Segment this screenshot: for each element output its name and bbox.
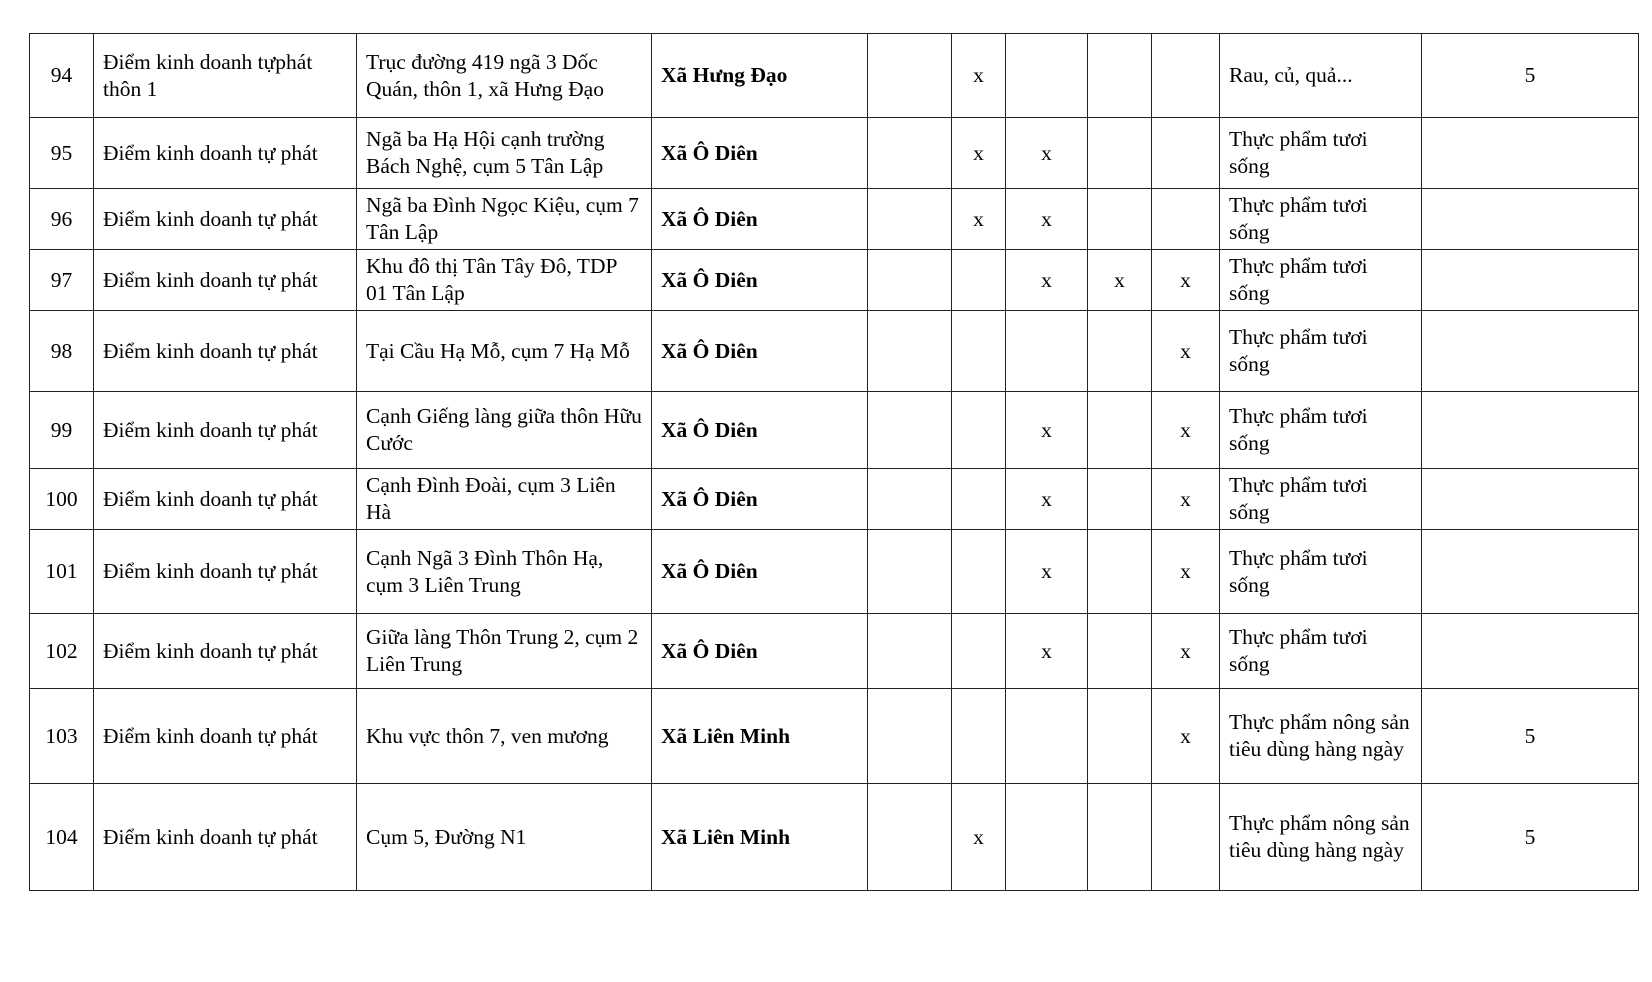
- table-row: [30, 392, 1639, 469]
- business-point-name: Điểm kinh doanh tự phát: [94, 311, 357, 392]
- row-number: 98: [30, 311, 94, 392]
- business-point-name: Điểm kinh doanh tự phát: [94, 189, 357, 250]
- mark-column-6: x: [952, 784, 1006, 891]
- business-point-address: Tại Cầu Hạ Mỗ, cụm 7 Hạ Mỗ: [357, 311, 652, 392]
- goods-type: Thực phẩm tươi sống: [1220, 614, 1422, 689]
- table-row: [30, 118, 1639, 189]
- row-number: 97: [30, 250, 94, 311]
- business-point-name: Điểm kinh doanh tự phát: [94, 530, 357, 614]
- count-value: 5: [1422, 784, 1639, 891]
- business-point-address: Ngã ba Đình Ngọc Kiệu, cụm 7 Tân Lập: [357, 189, 652, 250]
- business-point-address: Cạnh Đình Đoài, cụm 3 Liên Hà: [357, 469, 652, 530]
- mark-column-8: [1088, 689, 1152, 784]
- mark-column-6: [952, 392, 1006, 469]
- row-number: 96: [30, 189, 94, 250]
- mark-column-5: [868, 784, 952, 891]
- mark-column-9: [1152, 34, 1220, 118]
- mark-column-5: [868, 614, 952, 689]
- mark-column-7: [1006, 784, 1088, 891]
- table-row: [30, 34, 1639, 118]
- mark-column-6: [952, 614, 1006, 689]
- business-point-name: Điểm kinh doanh tựphát thôn 1: [94, 34, 357, 118]
- mark-column-6: x: [952, 34, 1006, 118]
- mark-column-5: [868, 118, 952, 189]
- mark-column-5: [868, 392, 952, 469]
- commune-name: Xã Liên Minh: [652, 689, 868, 784]
- row-number: 101: [30, 530, 94, 614]
- mark-column-6: [952, 530, 1006, 614]
- commune-name: Xã Ô Diên: [652, 189, 868, 250]
- mark-column-8: x: [1088, 250, 1152, 311]
- mark-column-9: x: [1152, 689, 1220, 784]
- count-value: [1422, 311, 1639, 392]
- mark-column-5: [868, 189, 952, 250]
- mark-column-5: [868, 250, 952, 311]
- mark-column-7: x: [1006, 118, 1088, 189]
- mark-column-8: [1088, 784, 1152, 891]
- mark-column-6: [952, 689, 1006, 784]
- mark-column-5: [868, 469, 952, 530]
- goods-type: Rau, củ, quả...: [1220, 34, 1422, 118]
- business-point-address: Khu đô thị Tân Tây Đô, TDP 01 Tân Lập: [357, 250, 652, 311]
- commune-name: Xã Hưng Đạo: [652, 34, 868, 118]
- goods-type: Thực phẩm nông sản tiêu dùng hàng ngày: [1220, 784, 1422, 891]
- mark-column-5: [868, 311, 952, 392]
- count-value: [1422, 469, 1639, 530]
- goods-type: Thực phẩm tươi sống: [1220, 311, 1422, 392]
- count-value: 5: [1422, 689, 1639, 784]
- mark-column-8: [1088, 392, 1152, 469]
- row-number: 99: [30, 392, 94, 469]
- mark-column-8: [1088, 118, 1152, 189]
- goods-type: Thực phẩm tươi sống: [1220, 118, 1422, 189]
- table-row: [30, 689, 1639, 784]
- mark-column-8: [1088, 311, 1152, 392]
- count-value: [1422, 189, 1639, 250]
- count-value: [1422, 250, 1639, 311]
- table-row: [30, 614, 1639, 689]
- mark-column-6: [952, 311, 1006, 392]
- table-body: [30, 34, 1639, 891]
- table-row: [30, 469, 1639, 530]
- business-point-address: Cạnh Ngã 3 Đình Thôn Hạ, cụm 3 Liên Trung: [357, 530, 652, 614]
- row-number: 102: [30, 614, 94, 689]
- mark-column-9: x: [1152, 469, 1220, 530]
- count-value: [1422, 530, 1639, 614]
- mark-column-6: [952, 250, 1006, 311]
- mark-column-7: x: [1006, 392, 1088, 469]
- mark-column-6: x: [952, 118, 1006, 189]
- mark-column-6: [952, 469, 1006, 530]
- commune-name: Xã Ô Diên: [652, 530, 868, 614]
- business-point-name: Điểm kinh doanh tự phát: [94, 614, 357, 689]
- mark-column-5: [868, 530, 952, 614]
- mark-column-9: x: [1152, 530, 1220, 614]
- commune-name: Xã Ô Diên: [652, 250, 868, 311]
- business-point-address: Ngã ba Hạ Hội cạnh trường Bách Nghệ, cụm 5 Tân Lập: [357, 118, 652, 189]
- goods-type: Thực phẩm nông sản tiêu dùng hàng ngày: [1220, 689, 1422, 784]
- mark-column-8: [1088, 189, 1152, 250]
- mark-column-9: x: [1152, 614, 1220, 689]
- mark-column-8: [1088, 34, 1152, 118]
- goods-type: Thực phẩm tươi sống: [1220, 189, 1422, 250]
- goods-type: Thực phẩm tươi sống: [1220, 469, 1422, 530]
- business-point-address: Cụm 5, Đường N1: [357, 784, 652, 891]
- table-row: [30, 250, 1639, 311]
- mark-column-7: x: [1006, 614, 1088, 689]
- commune-name: Xã Ô Diên: [652, 614, 868, 689]
- mark-column-7: x: [1006, 469, 1088, 530]
- mark-column-9: x: [1152, 250, 1220, 311]
- goods-type: Thực phẩm tươi sống: [1220, 392, 1422, 469]
- market-points-table: [29, 33, 1639, 891]
- row-number: 95: [30, 118, 94, 189]
- business-point-address: Khu vực thôn 7, ven mương: [357, 689, 652, 784]
- mark-column-5: [868, 689, 952, 784]
- mark-column-9: [1152, 784, 1220, 891]
- mark-column-8: [1088, 469, 1152, 530]
- business-point-name: Điểm kinh doanh tự phát: [94, 250, 357, 311]
- business-point-name: Điểm kinh doanh tự phát: [94, 784, 357, 891]
- goods-type: Thực phẩm tươi sống: [1220, 530, 1422, 614]
- row-number: 104: [30, 784, 94, 891]
- mark-column-9: [1152, 118, 1220, 189]
- count-value: 5: [1422, 34, 1639, 118]
- mark-column-6: x: [952, 189, 1006, 250]
- mark-column-9: x: [1152, 392, 1220, 469]
- business-point-name: Điểm kinh doanh tự phát: [94, 469, 357, 530]
- business-point-name: Điểm kinh doanh tự phát: [94, 118, 357, 189]
- mark-column-7: x: [1006, 530, 1088, 614]
- business-point-name: Điểm kinh doanh tự phát: [94, 689, 357, 784]
- mark-column-7: x: [1006, 189, 1088, 250]
- mark-column-5: [868, 34, 952, 118]
- commune-name: Xã Ô Diên: [652, 311, 868, 392]
- commune-name: Xã Ô Diên: [652, 392, 868, 469]
- row-number: 100: [30, 469, 94, 530]
- table-row: [30, 784, 1639, 891]
- commune-name: Xã Ô Diên: [652, 469, 868, 530]
- table-row: [30, 311, 1639, 392]
- row-number: 103: [30, 689, 94, 784]
- count-value: [1422, 392, 1639, 469]
- mark-column-7: [1006, 311, 1088, 392]
- mark-column-7: x: [1006, 250, 1088, 311]
- row-number: 94: [30, 34, 94, 118]
- table-row: [30, 189, 1639, 250]
- count-value: [1422, 614, 1639, 689]
- mark-column-8: [1088, 530, 1152, 614]
- mark-column-8: [1088, 614, 1152, 689]
- goods-type: Thực phẩm tươi sống: [1220, 250, 1422, 311]
- commune-name: Xã Liên Minh: [652, 784, 868, 891]
- count-value: [1422, 118, 1639, 189]
- mark-column-9: x: [1152, 311, 1220, 392]
- mark-column-7: [1006, 34, 1088, 118]
- commune-name: Xã Ô Diên: [652, 118, 868, 189]
- business-point-address: Trục đường 419 ngã 3 Dốc Quán, thôn 1, xã Hưng Đạo: [357, 34, 652, 118]
- business-point-address: Cạnh Giếng làng giữa thôn Hữu Cước: [357, 392, 652, 469]
- mark-column-9: [1152, 189, 1220, 250]
- business-point-address: Giữa làng Thôn Trung 2, cụm 2 Liên Trung: [357, 614, 652, 689]
- table-row: [30, 530, 1639, 614]
- business-point-name: Điểm kinh doanh tự phát: [94, 392, 357, 469]
- mark-column-7: [1006, 689, 1088, 784]
